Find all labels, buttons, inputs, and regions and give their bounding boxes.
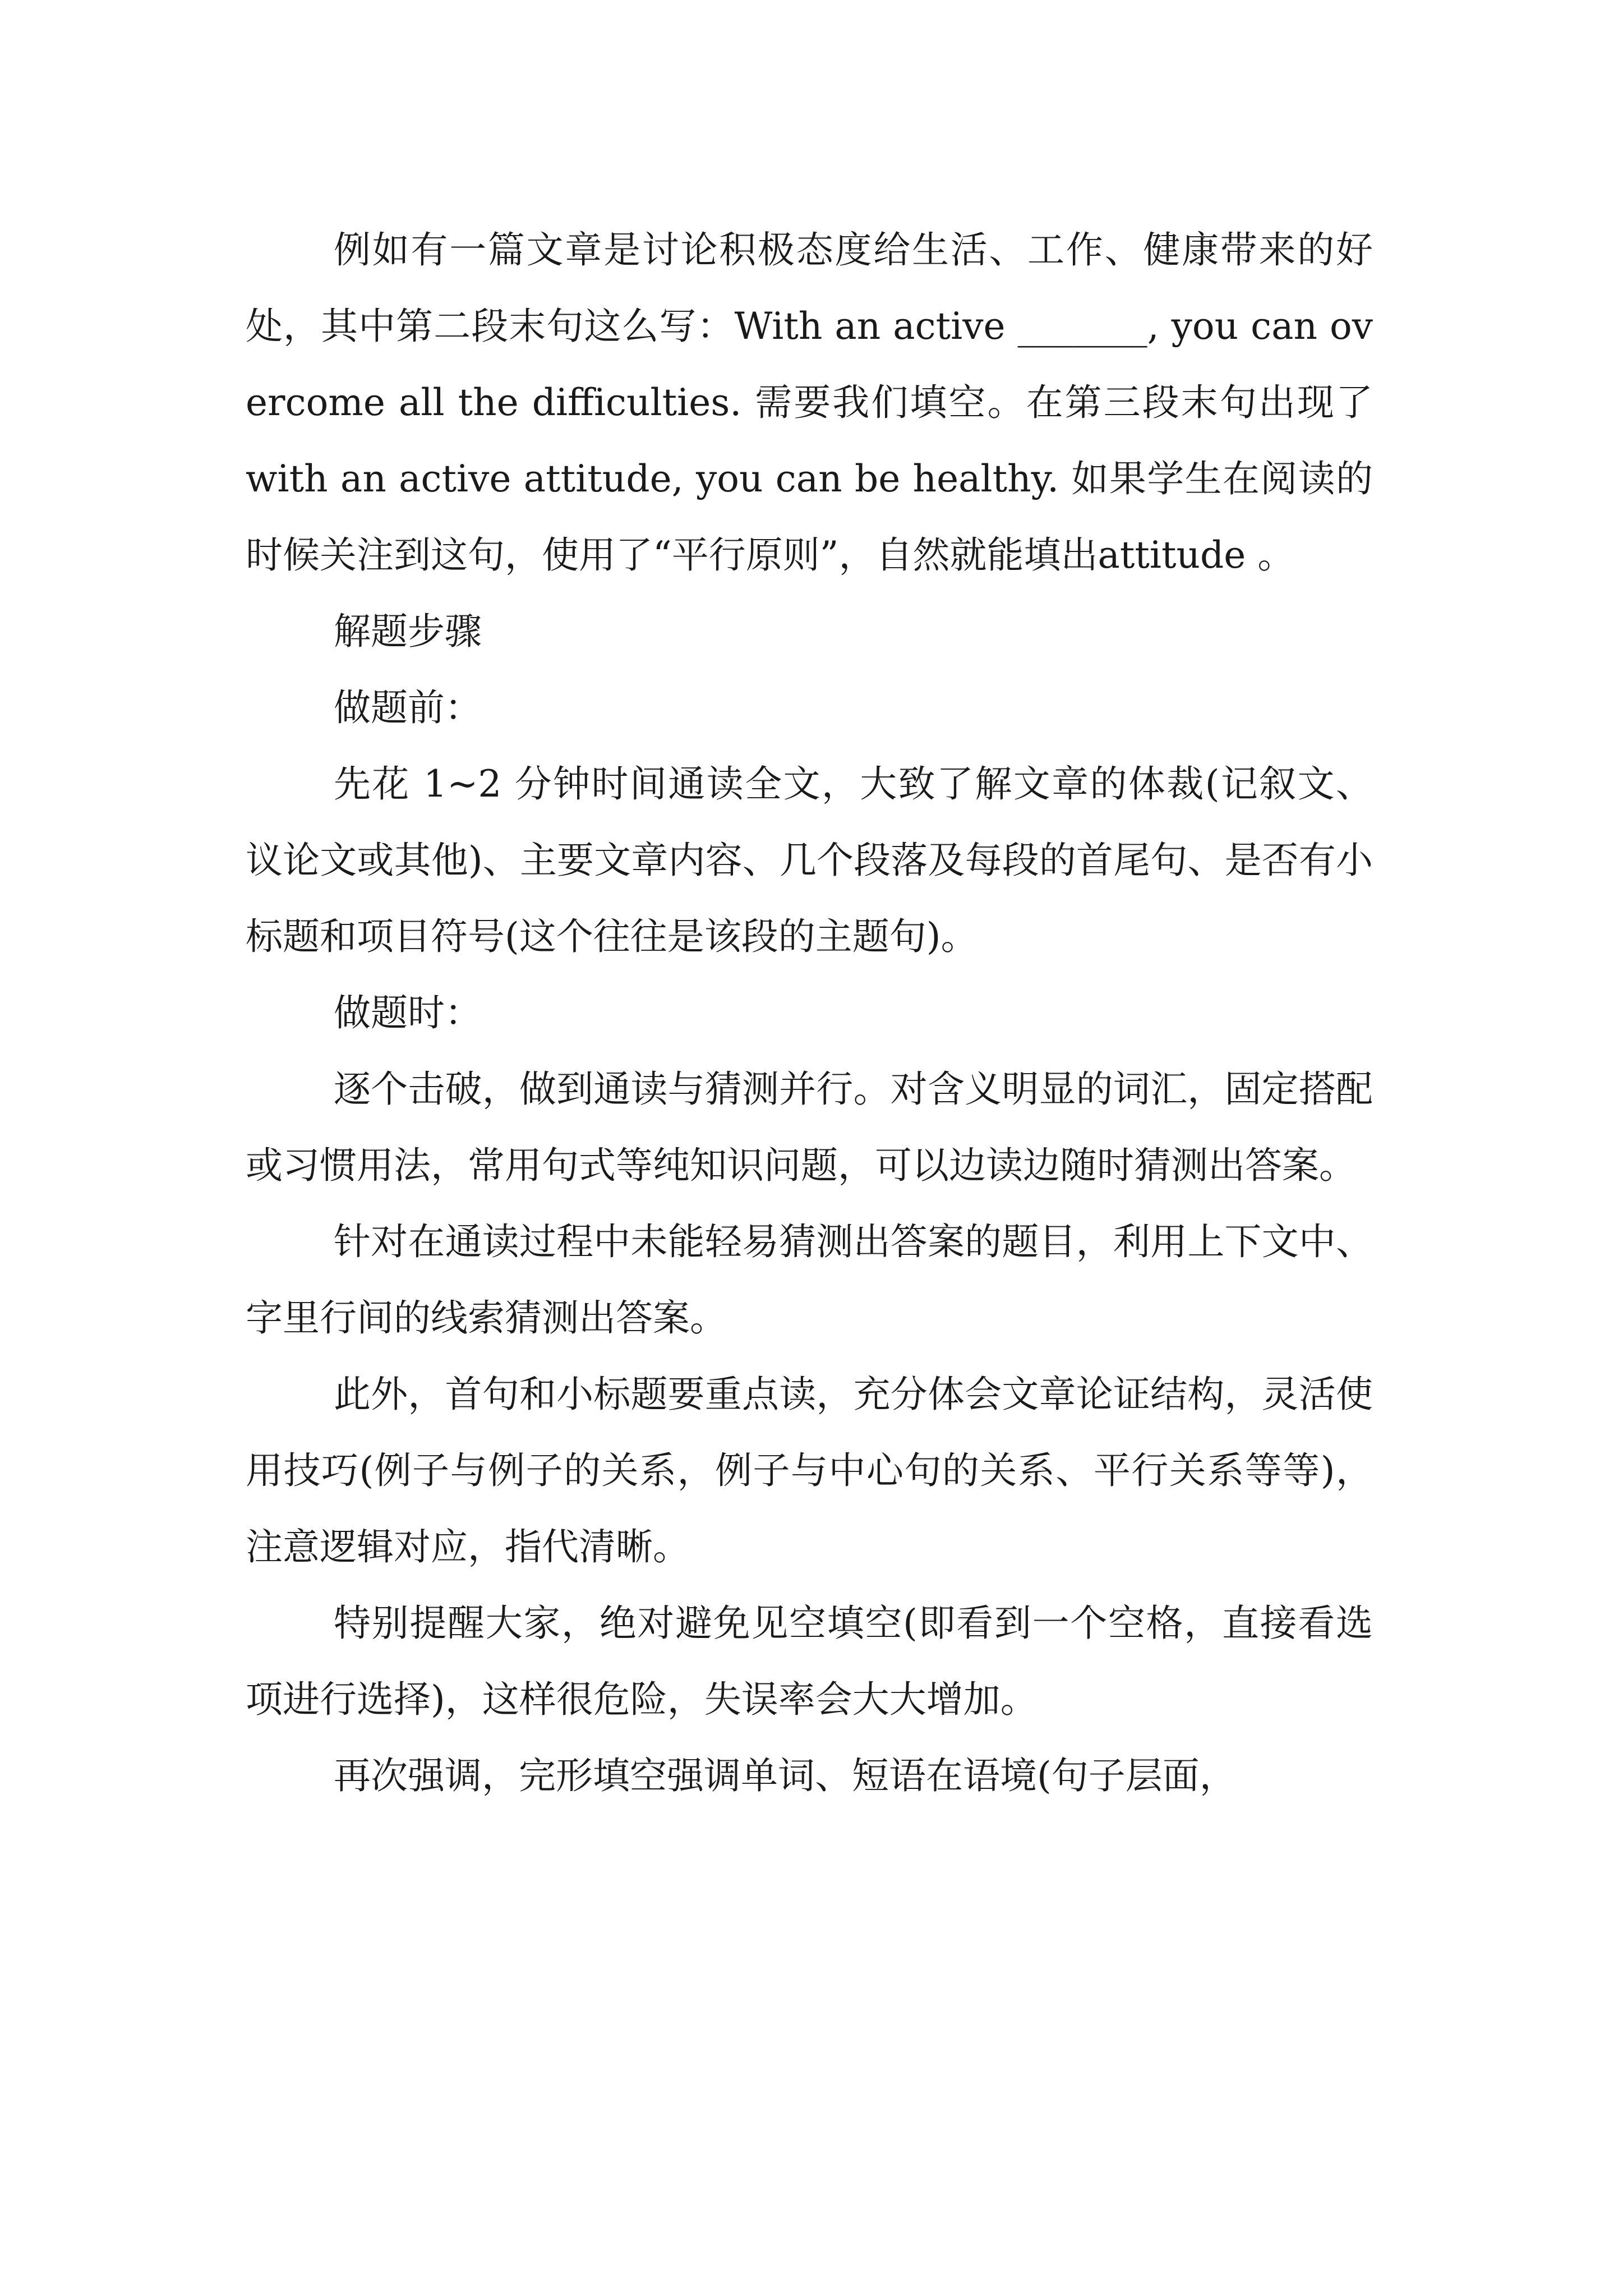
document-body — [246, 212, 1385, 1814]
subheading-before: 做题前： — [334, 686, 482, 729]
paragraph-during: 逐个击破，做到通读与猜测并行。对含义明显的词汇，固定搭配或习惯用法，常用句式等纯知识问题，可以边读边随时猜测出答案。 — [246, 1068, 1373, 1187]
paragraph-emphasis: 再次强调，完形填空强调单词、短语在语境(句子层面， — [334, 1754, 1237, 1797]
paragraph-structure: 此外，首句和小标题要重点读，充分体会文章论证结构，灵活使用技巧(例子与例子的关系，例子与中心句的关系、平行关系等等)，注意逻辑对应，指代清晰。 — [246, 1373, 1373, 1568]
section-heading-steps: 解题步骤 — [334, 610, 482, 653]
paragraph-before: 先花 1~2 分钟时间通读全文，大致了解文章的体裁(记叙文、议论文或其他)、主要文章内容、几个段落及每段的首尾句、是否有小标题和项目符号(这个往往是该段的主题句)。 — [246, 762, 1373, 958]
paragraph-example: 例如有一篇文章是讨论积极态度给生活、工作、健康带来的好处，其中第二段末句这么写：With an active _______, you can overcome all the difficulties. 需要我们填空。在第三段末句出现了 with an active attitude, you can be healthy. 如果学生在阅读的时候关注到这句，使用了“平行原则”，自然就能填出attitude 。 — [246, 228, 1385, 577]
paragraph-warning: 特别提醒大家，绝对避免见空填空(即看到一个空格，直接看选项进行选择)，这样很危险，失误率会大大增加。 — [246, 1602, 1373, 1721]
subheading-during: 做题时： — [334, 991, 482, 1034]
paragraph-context-clues: 针对在通读过程中未能轻易猜测出答案的题目，利用上下文中、字里行间的线索猜测出答案。 — [246, 1220, 1373, 1340]
